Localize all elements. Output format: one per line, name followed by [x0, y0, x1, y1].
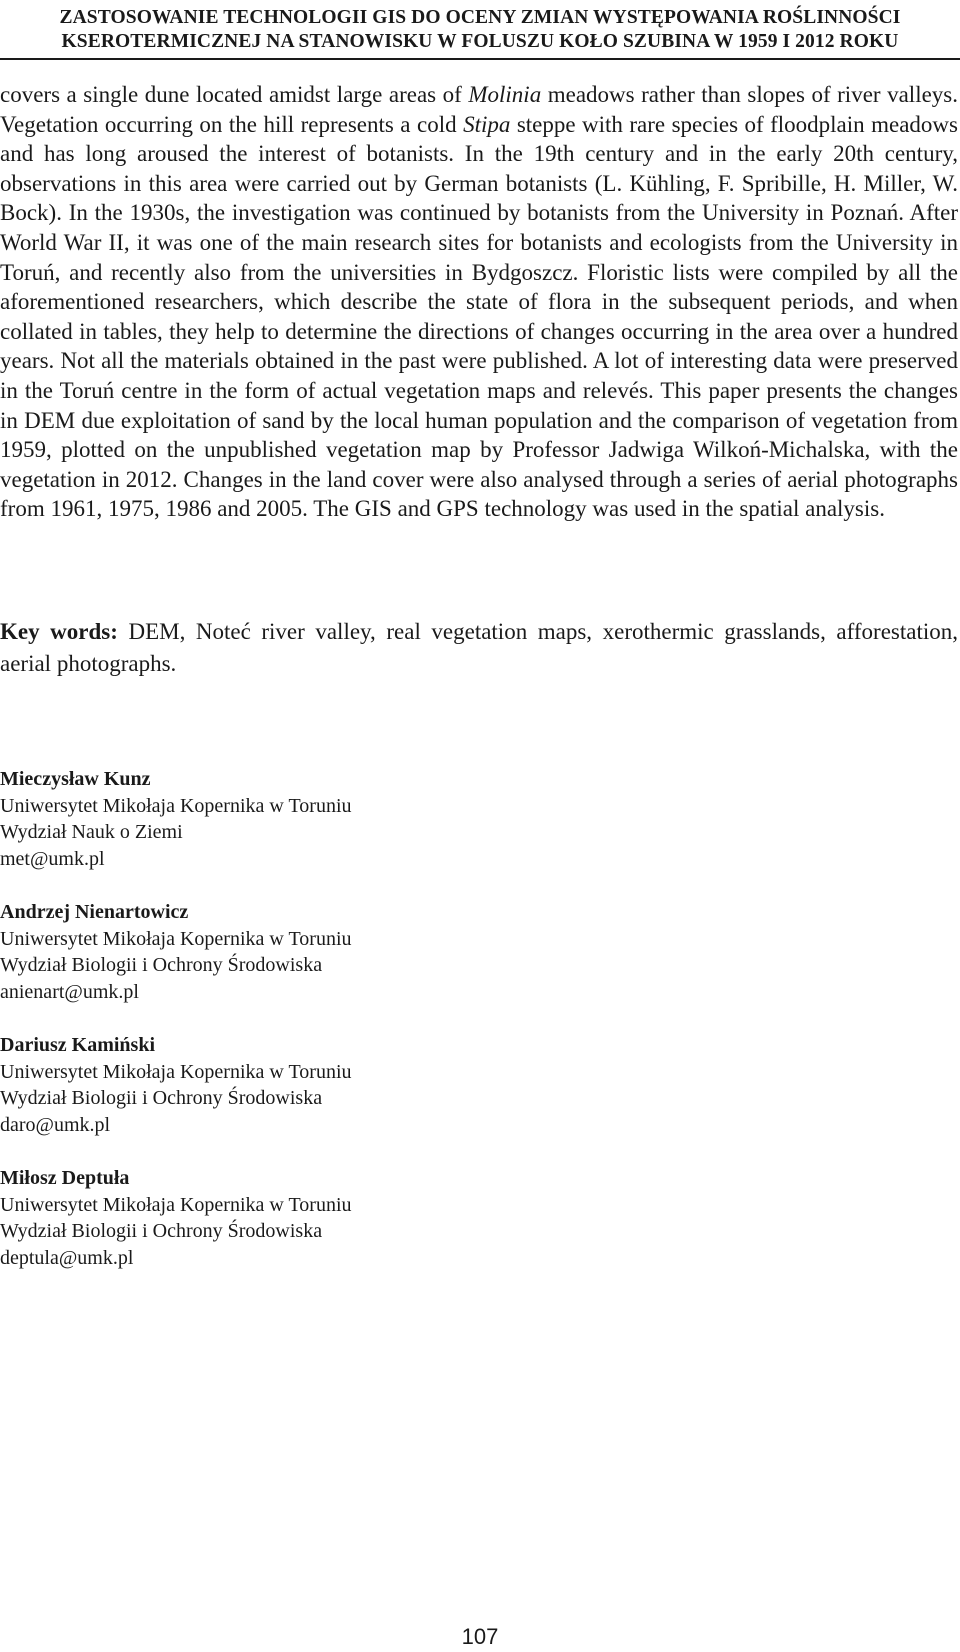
- abstract-italic-molinia: Molinia: [468, 82, 542, 107]
- author-name: Dariusz Kamiński: [0, 1034, 156, 1056]
- author-name: Mieczysław Kunz: [0, 768, 151, 790]
- header-rule: [0, 58, 960, 60]
- author-block: [0, 1165, 700, 1271]
- author-block: [0, 766, 700, 872]
- author-email: daro@umk.pl: [0, 1113, 111, 1136]
- author-faculty: Wydział Biologii i Ochrony Środowiska: [0, 954, 323, 976]
- author-affiliations: [0, 766, 700, 1298]
- author-university: Uniwersytet Mikołaja Kopernika w Toruniu: [0, 1193, 352, 1216]
- abstract-text-2: meadows rather than slopes of river valleys. Vegetation occurring on the hill represents a cold: [0, 82, 958, 137]
- author-block: [0, 899, 700, 1005]
- author-faculty: Wydział Biologii i Ochrony Środowiska: [0, 1220, 323, 1242]
- running-header: [0, 6, 960, 54]
- page-number: 107: [461, 1624, 499, 1649]
- keywords-paragraph: [0, 616, 958, 680]
- author-name: Miłosz Deptuła: [0, 1167, 130, 1189]
- author-faculty: Wydział Nauk o Ziemi: [0, 821, 183, 843]
- author-email: met@umk.pl: [0, 847, 105, 870]
- running-header-line-1: ZASTOSOWANIE TECHNOLOGII GIS DO OCENY ZMIAN WYSTĘPOWANIA ROŚLINNOŚCI: [59, 7, 901, 28]
- author-university: Uniwersytet Mikołaja Kopernika w Toruniu: [0, 927, 352, 950]
- abstract-italic-stipa: Stipa: [463, 111, 511, 137]
- author-faculty: Wydział Biologii i Ochrony Środowiska: [0, 1087, 323, 1109]
- author-email: anienart@umk.pl: [0, 980, 139, 1003]
- abstract-text-3: steppe with rare species of floodplain meadows and has long aroused the interest of botanists. In the 19th century and in the early 20th century, observations in this area were carried out by German botanists (L. Kühling, F. Spribille, H. Miller, W. Bock). In the 1930s, the investigation was continued by botanists from the University in Poznań. After World War II, it was one of the main research sites for botanists and ecologists from the University in Toruń, and recently also from the universities in Bydgoszcz. Floristic lists were compiled by all the aforementioned researchers, which describe the state of flora in the subsequent periods, and when collated in tables, they help to determine the directions of changes occurring in the area over a hundred years. Not all the materials obtained in the past were published. A lot of interesting data were preserved in the Toruń centre in the form of actual vegetation maps and relevés. This paper presents the changes in DEM due exploitation of sand by the local human population and the comparison of vegetation from 1959, plotted on the unpublished vegetation map by Professor Jadwiga Wilkoń-Michalska, with the vegetation in 2012. Changes in the land cover were also analysed through a series of aerial photographs from 1961, 1975, 1986 and 2005. The GIS and GPS technology was used in the spatial analysis.: [0, 111, 958, 522]
- keywords-text: DEM, Noteć river valley, real vegetation maps, xerothermic grasslands, afforestation, aerial photographs.: [0, 619, 958, 676]
- running-header-line-2: KSEROTERMICZNEJ NA STANOWISKU W FOLUSZU KOŁO SZUBINA W 1959 I 2012 ROKU: [61, 31, 899, 52]
- author-university: Uniwersytet Mikołaja Kopernika w Toruniu: [0, 794, 352, 817]
- author-block: [0, 1032, 700, 1138]
- author-name: Andrzej Nienartowicz: [0, 901, 189, 923]
- abstract-paragraph: [0, 80, 958, 524]
- keywords-label: Key words:: [0, 619, 118, 644]
- author-email: deptula@umk.pl: [0, 1246, 134, 1269]
- abstract-text-1: covers a single dune located amidst large areas of: [0, 82, 469, 107]
- author-university: Uniwersytet Mikołaja Kopernika w Toruniu: [0, 1060, 352, 1083]
